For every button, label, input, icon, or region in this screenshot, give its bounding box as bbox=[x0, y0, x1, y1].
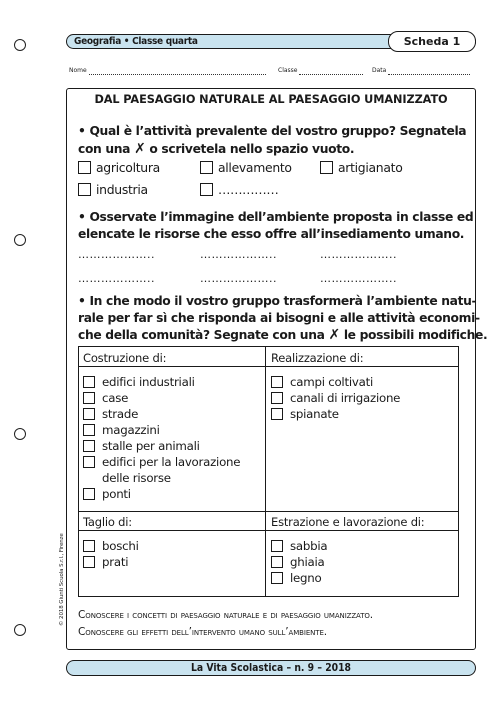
checkbox[interactable] bbox=[200, 161, 213, 174]
binder-hole-2 bbox=[14, 234, 26, 246]
checkbox[interactable] bbox=[83, 488, 95, 500]
table-column-divider bbox=[265, 346, 266, 597]
costruzione-item[interactable]: case bbox=[83, 391, 128, 405]
costruzione-item[interactable]: edifici industriali bbox=[83, 375, 195, 389]
checkbox[interactable] bbox=[83, 556, 95, 568]
checkbox[interactable] bbox=[83, 456, 95, 468]
class-label: Classe bbox=[278, 67, 298, 74]
answer-blank[interactable]: ……………….. bbox=[200, 248, 277, 261]
footer-bar: La Vita Scolastica – n. 9 – 2018 bbox=[66, 660, 476, 676]
checkbox[interactable] bbox=[320, 161, 333, 174]
table-divider bbox=[78, 366, 459, 367]
checkbox[interactable] bbox=[271, 376, 283, 388]
costruzione-item[interactable]: magazzini bbox=[83, 423, 160, 437]
objective-2: Conoscere gli effetti dell’intervento umano sull’ambiente. bbox=[78, 626, 328, 638]
checkbox[interactable] bbox=[83, 392, 95, 404]
estrazione-heading: Estrazione e lavorazione di: bbox=[271, 515, 425, 529]
checkbox[interactable] bbox=[83, 408, 95, 420]
costruzione-item[interactable]: strade bbox=[83, 407, 138, 421]
binder-hole-1 bbox=[14, 39, 26, 51]
checkbox[interactable] bbox=[271, 392, 283, 404]
question-2-line-2: elencate le risorse che esso offre all’insediamento umano. bbox=[78, 227, 465, 241]
name-line bbox=[89, 69, 266, 75]
realizzazione-heading: Realizzazione di: bbox=[271, 351, 364, 365]
date-label: Data bbox=[372, 67, 387, 74]
option-allevamento[interactable]: allevamento bbox=[200, 160, 292, 175]
question-3-line-3: che della comunità? Segnate con una ✗ le possibili modifiche. bbox=[78, 327, 488, 343]
costruzione-item[interactable]: ponti bbox=[83, 487, 131, 501]
binder-hole-4 bbox=[14, 624, 26, 636]
question-1-line-2: con una ✗ o scrivetela nello spazio vuoto. bbox=[78, 141, 355, 157]
date-line bbox=[388, 69, 470, 75]
checkbox[interactable] bbox=[271, 408, 283, 420]
costruzione-item-continuation: delle risorse bbox=[102, 471, 171, 485]
sheet-badge: Scheda 1 bbox=[388, 31, 476, 52]
option-artigianato[interactable]: artigianato bbox=[320, 160, 402, 175]
estrazione-item[interactable]: legno bbox=[271, 571, 321, 585]
realizzazione-item[interactable]: canali di irrigazione bbox=[271, 391, 400, 405]
taglio-heading: Taglio di: bbox=[83, 515, 132, 529]
binder-hole-3 bbox=[14, 428, 26, 440]
checkbox[interactable] bbox=[200, 183, 213, 196]
name-label: Nome bbox=[69, 67, 87, 74]
option-other[interactable]: …………… bbox=[200, 182, 278, 197]
answer-blank[interactable]: ……………….. bbox=[320, 248, 397, 261]
name-field[interactable] bbox=[69, 67, 266, 75]
checkbox[interactable] bbox=[271, 540, 283, 552]
checkbox[interactable] bbox=[83, 540, 95, 552]
answer-blank[interactable]: ……………….. bbox=[200, 272, 277, 285]
objective-1: Conoscere i concetti di paesaggio naturale e di paesaggio umanizzato. bbox=[78, 609, 374, 621]
estrazione-item[interactable]: ghiaia bbox=[271, 555, 324, 569]
option-industria[interactable]: industria bbox=[78, 182, 148, 197]
question-3-line-1: • In che modo il vostro gruppo trasformerà l’ambiente natu- bbox=[78, 294, 477, 308]
taglio-item[interactable]: boschi bbox=[83, 539, 139, 553]
table-divider bbox=[78, 511, 459, 512]
checkbox[interactable] bbox=[78, 183, 91, 196]
answer-blank[interactable]: ……………….. bbox=[78, 272, 155, 285]
taglio-item[interactable]: prati bbox=[83, 555, 128, 569]
checkbox[interactable] bbox=[83, 424, 95, 436]
copyright-notice: © 2018 Giunti Scuola S.r.l., Firenze bbox=[59, 533, 65, 626]
class-field[interactable] bbox=[278, 67, 363, 75]
costruzione-item[interactable]: edifici per la lavorazione bbox=[83, 455, 240, 469]
header-subject: Geografia • Classe quarta bbox=[74, 36, 198, 47]
answer-blank[interactable]: ……………….. bbox=[320, 272, 397, 285]
option-agricoltura[interactable]: agricoltura bbox=[78, 160, 160, 175]
realizzazione-item[interactable]: campi coltivati bbox=[271, 375, 373, 389]
costruzione-item[interactable]: stalle per animali bbox=[83, 439, 200, 453]
checkbox[interactable] bbox=[271, 556, 283, 568]
question-1-line-1: • Qual è l’attività prevalente del vostro gruppo? Segnatela bbox=[78, 124, 467, 138]
answer-blank[interactable]: ……………….. bbox=[78, 248, 155, 261]
realizzazione-item[interactable]: spianate bbox=[271, 407, 339, 421]
worksheet-title: DAL PAESAGGIO NATURALE AL PAESAGGIO UMANIZZATO bbox=[94, 93, 448, 106]
estrazione-item[interactable]: sabbia bbox=[271, 539, 327, 553]
checkbox[interactable] bbox=[78, 161, 91, 174]
checkbox[interactable] bbox=[271, 572, 283, 584]
checkbox[interactable] bbox=[83, 376, 95, 388]
question-3-line-2: rale per far sì che risponda ai bisogni e alle attività economi- bbox=[78, 311, 480, 325]
question-2-line-1: • Osservate l’immagine dell’ambiente proposta in classe ed bbox=[78, 210, 474, 224]
class-line bbox=[299, 69, 363, 75]
cross-mark-icon: ✗ bbox=[134, 141, 146, 157]
checkbox[interactable] bbox=[83, 440, 95, 452]
costruzione-heading: Costruzione di: bbox=[83, 351, 167, 365]
date-field[interactable] bbox=[372, 67, 470, 75]
table-divider bbox=[78, 530, 459, 531]
cross-mark-icon: ✗ bbox=[328, 327, 340, 343]
